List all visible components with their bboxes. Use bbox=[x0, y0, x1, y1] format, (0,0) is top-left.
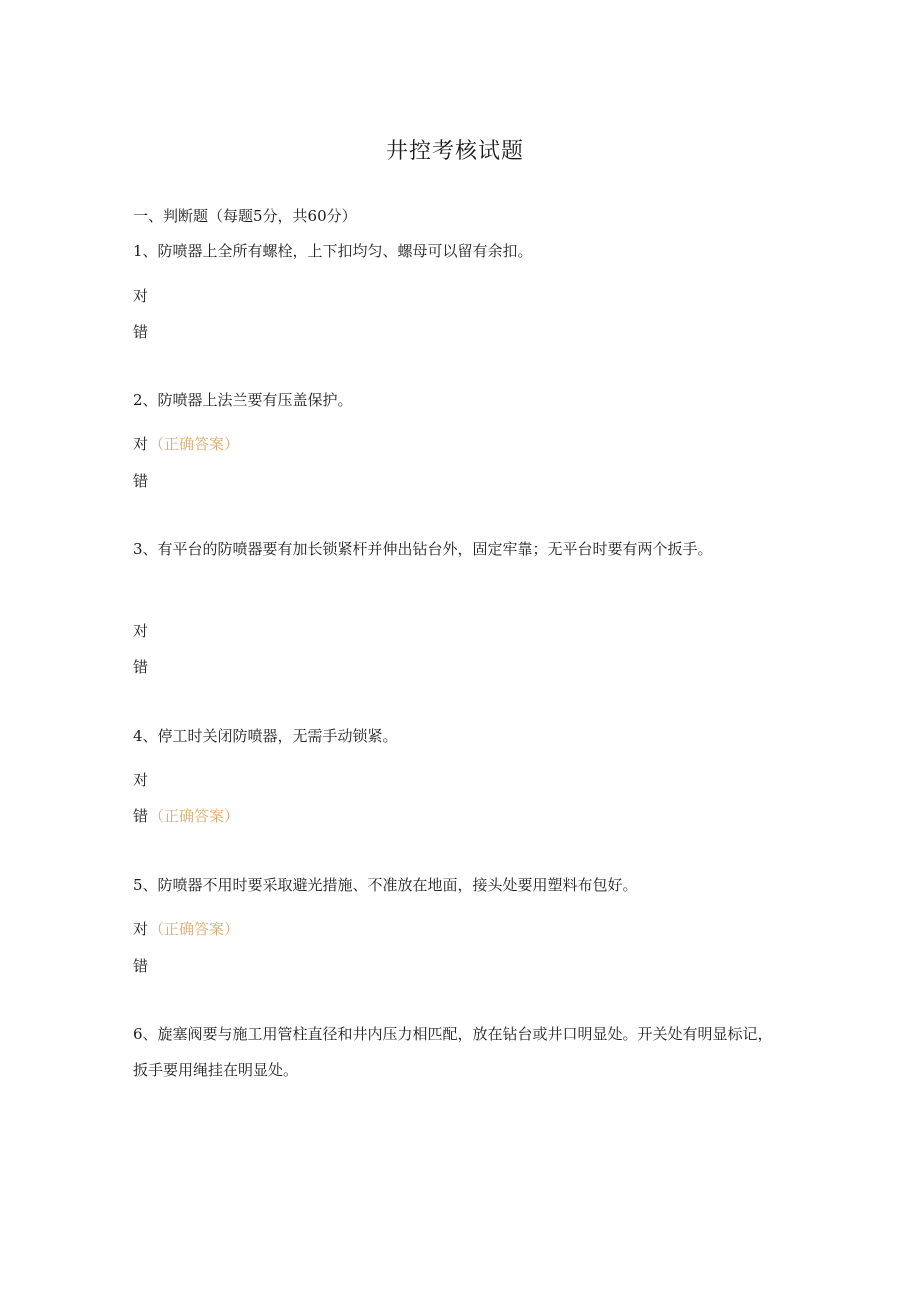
option-true[interactable] bbox=[133, 433, 239, 454]
question-text: 6、旋塞阀要与施工用管柱直径和井内压力相匹配，放在钻台或井口明显处。开关处有明显标记，扳手要用绳挂在明显处。 bbox=[133, 1025, 773, 1079]
option-false[interactable] bbox=[133, 805, 239, 826]
question-text: 5、防喷器不用时要采取避光措施、不准放在地面，接头处要用塑料布包好。 bbox=[133, 876, 638, 894]
option-true[interactable] bbox=[133, 285, 149, 306]
option-label: 错 bbox=[133, 957, 149, 975]
option-false[interactable] bbox=[133, 321, 149, 342]
option-label: 错 bbox=[133, 323, 149, 341]
option-label: 错 bbox=[133, 472, 149, 490]
option-false[interactable] bbox=[133, 656, 149, 677]
option-false[interactable] bbox=[133, 955, 149, 976]
correct-answer-mark: （正确答案） bbox=[149, 435, 240, 453]
option-true[interactable] bbox=[133, 769, 149, 790]
option-label: 错 bbox=[133, 658, 149, 676]
correct-answer-mark: （正确答案） bbox=[149, 920, 240, 938]
option-label: 对 bbox=[133, 920, 149, 938]
option-label: 对 bbox=[133, 287, 149, 305]
page-title: 井控考核试题 bbox=[385, 139, 524, 164]
option-false[interactable] bbox=[133, 470, 149, 491]
question-text: 4、停工时关闭防喷器，无需手动锁紧。 bbox=[133, 727, 398, 745]
correct-answer-mark: （正确答案） bbox=[149, 807, 240, 825]
option-true[interactable] bbox=[133, 620, 149, 641]
option-label: 错 bbox=[133, 807, 149, 825]
question-text: 3、有平台的防喷器要有加长锁紧杆并伸出钻台外，固定牢靠；无平台时要有两个扳手。 bbox=[133, 540, 713, 558]
option-label: 对 bbox=[133, 622, 149, 640]
question-text: 1、防喷器上全所有螺栓，上下扣均匀、螺母可以留有余扣。 bbox=[133, 242, 533, 260]
section-heading: 一、判断题（每题5分，共60分） bbox=[133, 207, 357, 225]
option-label: 对 bbox=[133, 771, 149, 789]
option-label: 对 bbox=[133, 435, 149, 453]
option-true[interactable] bbox=[133, 918, 239, 939]
question-text: 2、防喷器上法兰要有压盖保护。 bbox=[133, 391, 353, 409]
